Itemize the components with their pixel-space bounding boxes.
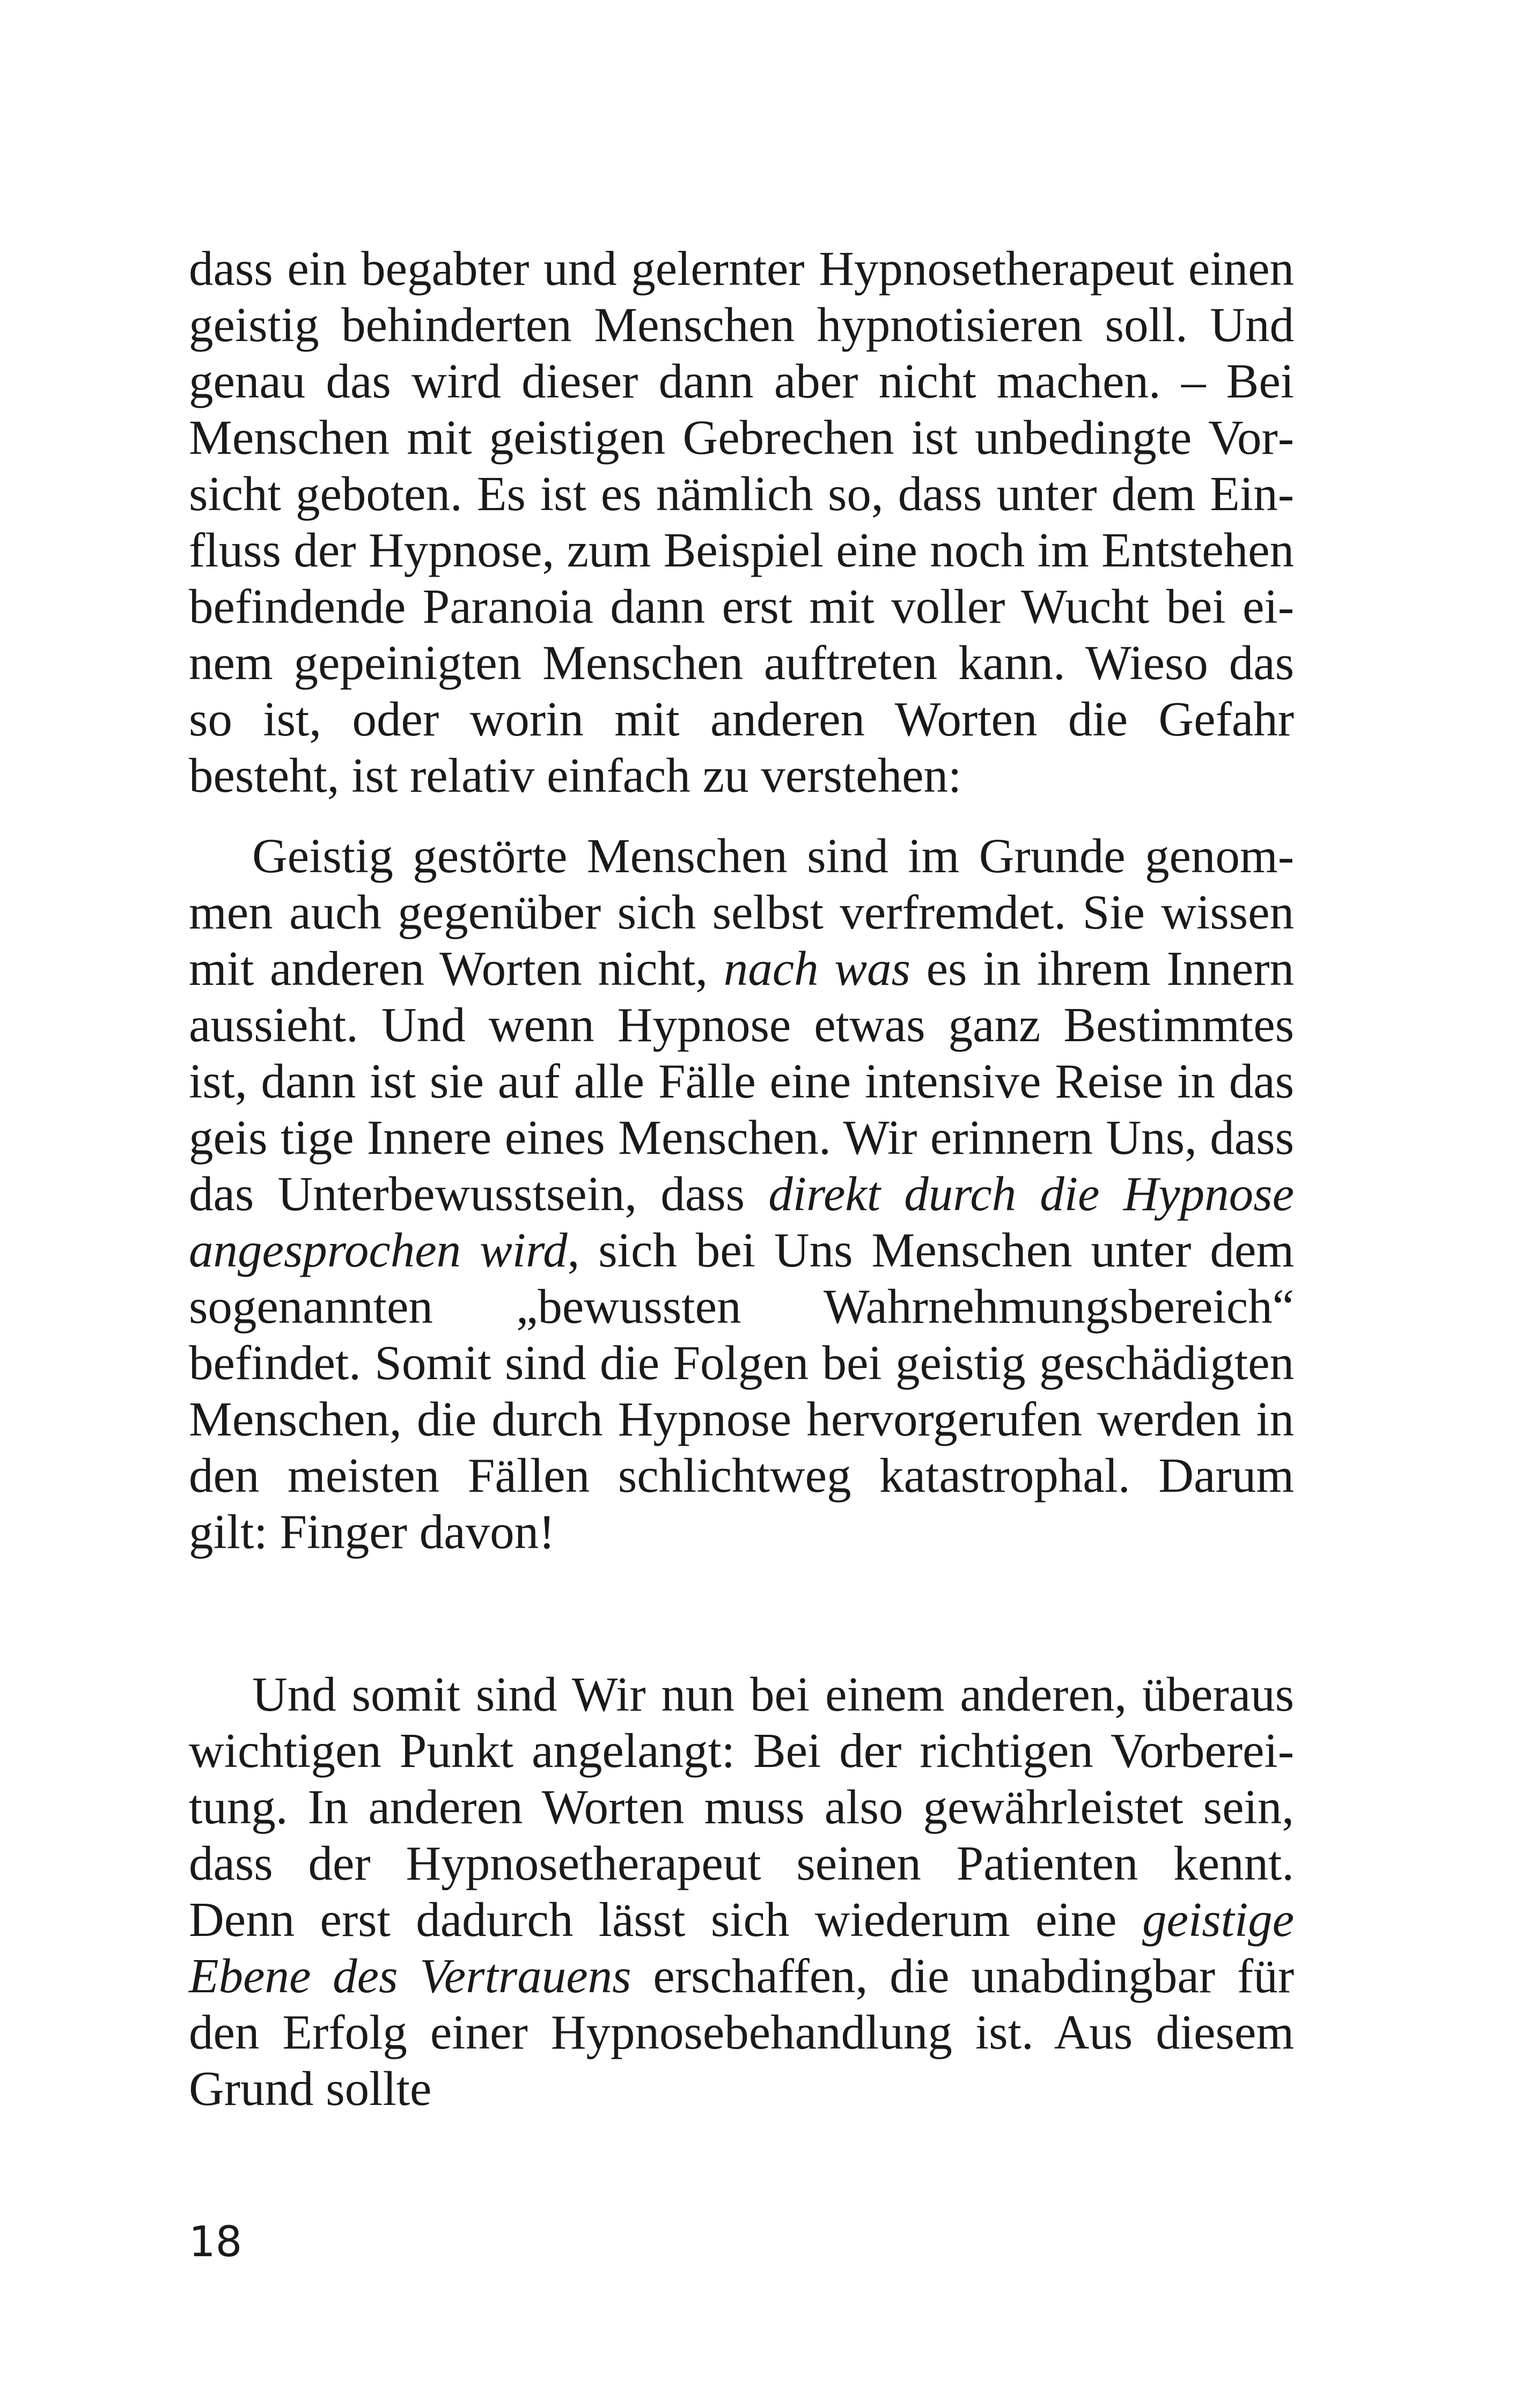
paragraph-2-segment-3: es in ihrem Innern aussieht. Und wenn Hypnose etwas ganz Bestimmtes ist, dann ist sie auf alle Fälle eine intensive Reise in das geis tige Innere eines Menschen. Wir erinnern Uns, dass das Unterbewusstsein, dass	[189, 941, 1294, 1221]
paragraph-3-segment-3: erschaffen, die unabdingbar für den Erfolg einer Hypnosebehandlung ist. Aus diesem Grund sollte	[189, 1949, 1294, 2116]
paragraph-1-segment-1: dass ein begabter und gelernter Hypnosetherapeut einen geistig behinderten Menschen hypnotisieren soll. Und genau das wird dieser dann aber nicht machen. – Bei Menschen mit geistigen Gebrechen ist unbedingte Vorsicht geboten. Es ist es nämlich so, dass unter dem Einfluss der Hypnose, zum Beispiel eine noch im Entstehen befindende Paranoia dann erst mit voller Wucht bei einem gepeinigten Menschen auftreten kann. Wieso das so ist, oder worin mit anderen Worten die Gefahr besteht, ist relativ einfach zu verstehen:	[189, 241, 1294, 802]
paragraph-2	[189, 828, 1294, 1560]
paragraph-2-segment-1: Geistig gestörte Menschen sind im Grunde genommen auch gegenüber sich selbst verfremdet. Sie wissen mit anderen Worten nicht,	[189, 829, 1294, 996]
paragraph-1-text	[189, 240, 1294, 804]
paragraph-2-text	[189, 828, 1294, 1560]
paragraph-3-segment-1: Und somit sind Wir nun bei einem anderen, überaus wichtigen Punkt angelangt: Bei der richtigen Vorbereitung. In anderen Worten muss also gewährleistet sein, dass der Hypnosetherapeut seinen Patienten kennt. Denn erst dadurch lässt sich wiederum eine	[189, 1667, 1294, 1947]
paragraph-2-emphasis-1: nach was	[723, 941, 910, 996]
paragraph-1	[189, 240, 1294, 804]
paragraph-2-emphasis-2: direkt durch die Hypnose angesprochen wird	[189, 1167, 1294, 1277]
paragraph-3-text	[189, 1666, 1294, 2117]
paragraph-2-segment-5: , sich bei Uns Menschen unter dem sogenannten „bewussten Wahrnehmungsbereich“ befindet. Somit sind die Folgen bei geistig geschädigten Menschen, die durch Hypnose hervorgerufen werden in den meisten Fällen schlichtweg katastrophal. Darum gilt: Finger davon!	[189, 1223, 1294, 1559]
paragraph-3	[189, 1666, 1294, 2117]
page-number: 18	[189, 2218, 243, 2266]
paragraph-3-emphasis-1: geistige Ebene des Vertrauens	[189, 1892, 1294, 2003]
